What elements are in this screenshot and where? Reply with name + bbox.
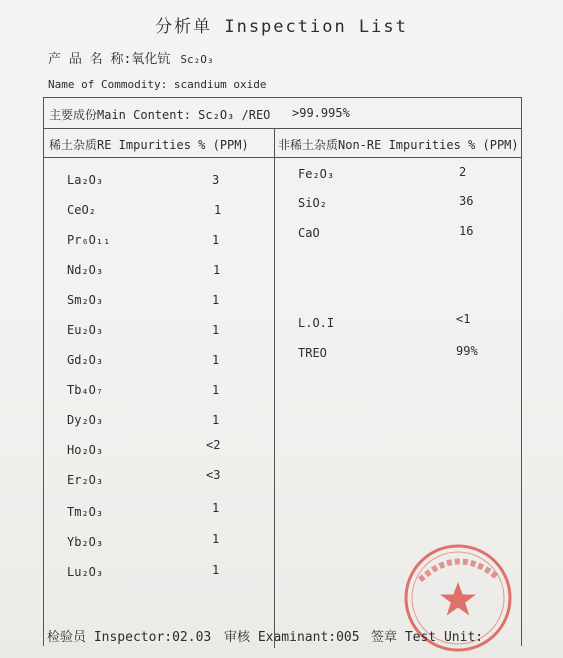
non-re-impurity-name: CaO <box>298 226 320 240</box>
re-impurity-name: Tb₄O₇ <box>67 383 104 397</box>
commodity-name-en: Name of Commodity: scandium oxide <box>48 78 267 91</box>
test-unit-label: 签章 Test Unit: <box>371 630 484 645</box>
cut-off-header-text <box>40 0 240 6</box>
re-impurity-value: 1 <box>212 532 220 546</box>
re-impurity-value: <3 <box>206 468 221 482</box>
examinant-label: 审核 Examinant:005 <box>224 630 360 645</box>
non-re-impurity-value: <1 <box>456 312 471 326</box>
non-re-impurity-name: Fe₂O₃ <box>298 167 335 181</box>
re-impurity-name: Pr₆O₁₁ <box>67 233 111 247</box>
inspector-label: 检验员 Inspector:02.03 <box>47 630 212 645</box>
re-impurity-value: 1 <box>212 293 220 307</box>
re-impurity-value: 1 <box>212 233 220 247</box>
non-re-impurity-value: 16 <box>459 224 474 238</box>
re-impurity-value: 3 <box>212 173 220 187</box>
non-re-impurity-name: SiO₂ <box>298 196 327 210</box>
re-impurity-value: <2 <box>206 438 221 452</box>
re-impurity-value: 1 <box>214 203 222 217</box>
re-impurity-name: Er₂O₃ <box>67 473 104 487</box>
main-content-value: >99.995% <box>292 106 350 120</box>
re-impurity-name: Dy₂O₃ <box>67 413 104 427</box>
re-impurity-name: Nd₂O₃ <box>67 263 104 277</box>
main-content-label: 主要成份Main Content: Sc₂O₃ /REO <box>49 108 271 122</box>
non-re-impurity-value: 99% <box>456 344 478 358</box>
document-title: 分析单 Inspection List <box>155 17 408 37</box>
re-impurities-header: 稀土杂质RE Impurities % (PPM) <box>49 138 249 152</box>
re-impurity-name: Lu₂O₃ <box>67 565 104 579</box>
re-impurity-name: Sm₂O₃ <box>67 293 104 307</box>
non-re-impurity-value: 36 <box>459 194 474 208</box>
re-impurity-value: 1 <box>213 263 221 277</box>
re-impurity-value: 1 <box>212 323 220 337</box>
re-impurity-name: Eu₂O₃ <box>67 323 104 337</box>
non-re-impurity-value: 2 <box>459 165 467 179</box>
re-impurity-value: 1 <box>212 501 220 515</box>
re-impurity-name: Gd₂O₃ <box>67 353 104 367</box>
re-impurity-name: CeO₂ <box>67 203 96 217</box>
re-impurity-name: Tm₂O₃ <box>67 505 104 519</box>
re-impurity-value: 1 <box>212 353 220 367</box>
commodity-name-cn <box>48 48 213 67</box>
re-impurity-value: 1 <box>212 413 220 427</box>
non-re-impurity-name: L.O.I <box>298 316 335 330</box>
re-impurity-name: Ho₂O₃ <box>67 443 104 457</box>
commodity-label-cn: 产 品 名 称: <box>48 52 132 67</box>
re-impurity-name: La₂O₃ <box>67 173 104 187</box>
commodity-formula: Sc₂O₃ <box>180 53 214 66</box>
re-impurity-name: Yb₂O₃ <box>67 535 104 549</box>
re-impurity-value: 1 <box>212 563 220 577</box>
re-impurity-value: 1 <box>212 383 220 397</box>
non-re-impurities-header: 非稀土杂质Non-RE Impurities % (PPM) <box>278 138 519 152</box>
commodity-value-cn: 氧化钪 <box>131 52 171 67</box>
non-re-impurity-name: TREO <box>298 346 327 360</box>
